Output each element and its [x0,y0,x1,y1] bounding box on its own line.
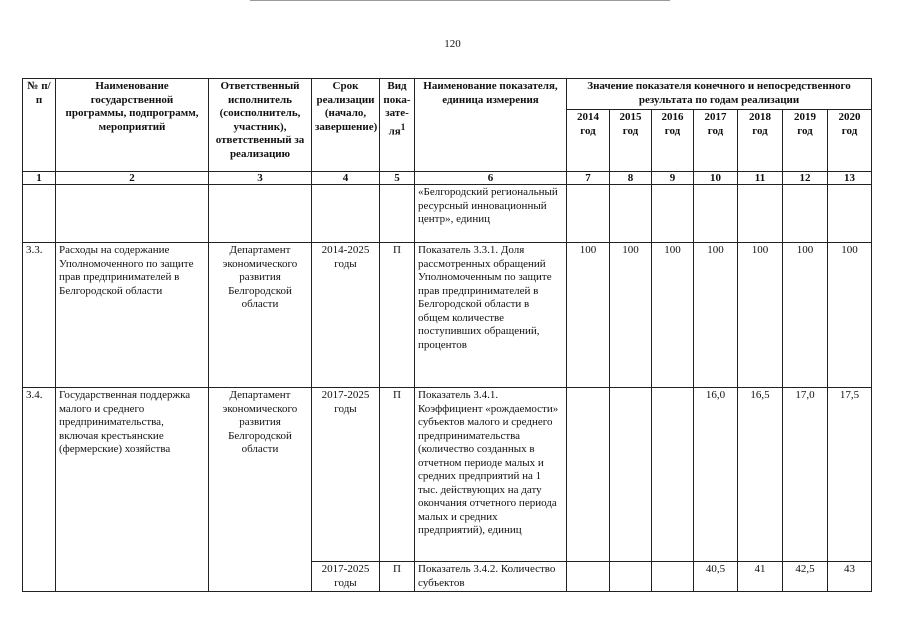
header-year: 2019 год [783,110,828,172]
row-period: 2017-2025 годы [312,562,380,592]
row-value: 16,0 [694,388,738,562]
column-number: 2 [56,172,209,185]
row-number: 3.3. [23,243,56,388]
row-indicator: Показатель 3.3.1. Доля рассмотренных обращений Уполномоченным по защите прав предпринимателей в Белгородской области в общем количестве поступивших обращений, процентов [415,243,567,388]
row-kind [380,185,415,243]
row-name: Расходы на содержание Уполномоченного по защите прав предпринимателей в Белгородской области [56,243,209,388]
header-values-group: Значение показателя конечного и непосредственного результата по годам реализации [567,79,872,110]
row-value: 43 [828,562,872,592]
header-year: 2017 год [694,110,738,172]
row-name: Государственная поддержка малого и среднего предпринимательства, включая крестьянские (фермерские) хозяйства [56,388,209,592]
column-number: 8 [610,172,652,185]
column-number: 11 [738,172,783,185]
table-row [23,388,872,562]
header-kind-footnote: 1 [400,121,406,132]
row-value [610,562,652,592]
column-number: 6 [415,172,567,185]
page-number: 120 [444,38,461,50]
header-period: Срок реализации (начало, завершение) [312,79,380,172]
row-executor [209,185,312,243]
row-name [56,185,209,243]
header-row-1 [23,79,872,110]
row-value: 100 [694,243,738,388]
table-row [23,243,872,388]
row-value [828,185,872,243]
row-value [738,185,783,243]
column-numbers-row [23,172,872,185]
header-executor: Ответственный исполнитель (соисполнитель, участник), ответственный за реализацию [209,79,312,172]
row-value: 100 [783,243,828,388]
row-period: 2014-2025 годы [312,243,380,388]
row-indicator: Показатель 3.4.2. Количество субъектов [415,562,567,592]
row-period [312,185,380,243]
column-number: 4 [312,172,380,185]
row-value: 100 [828,243,872,388]
row-value [610,388,652,562]
header-indicator: Наименование показателя, единица измерения [415,79,567,172]
row-number [23,185,56,243]
row-indicator: «Белгородский региональный ресурсный инновационный центр», единиц [415,185,567,243]
header-year: 2018 год [738,110,783,172]
row-value [652,388,694,562]
table-row [23,185,872,243]
column-number: 12 [783,172,828,185]
row-value [567,185,610,243]
column-number: 9 [652,172,694,185]
row-value: 100 [567,243,610,388]
column-number: 10 [694,172,738,185]
row-value: 100 [652,243,694,388]
row-value [652,185,694,243]
row-indicator: Показатель 3.4.1. Коэффициент «рождаемости» субъектов малого и среднего предпринимательства (количество созданных в отчетном периоде малых и средних предприятий на 1 тыс. действующих на дату окончания отчетного периода малых и средних предприятий), единиц [415,388,567,562]
row-number: 3.4. [23,388,56,592]
row-value: 41 [738,562,783,592]
top-border-line [250,0,670,1]
column-number: 1 [23,172,56,185]
row-value [694,185,738,243]
row-kind: П [380,388,415,562]
row-value [783,185,828,243]
header-year: 2016 год [652,110,694,172]
column-number: 5 [380,172,415,185]
header-kind [380,79,415,172]
row-value: 17,0 [783,388,828,562]
row-period: 2017-2025 годы [312,388,380,562]
row-kind: П [380,243,415,388]
indicators-table [22,78,872,592]
row-kind: П [380,562,415,592]
row-value: 100 [738,243,783,388]
header-year: 2020 год [828,110,872,172]
row-value: 16,5 [738,388,783,562]
row-value [567,562,610,592]
header-no: № п/п [23,79,56,172]
header-name: Наименование государственной программы, подпрограмм, мероприятий [56,79,209,172]
row-value: 100 [610,243,652,388]
row-value: 42,5 [783,562,828,592]
header-kind-text: Вид пока-зате-ля [383,80,411,138]
column-number: 7 [567,172,610,185]
header-year: 2015 год [610,110,652,172]
row-value [567,388,610,562]
row-value [610,185,652,243]
column-number: 3 [209,172,312,185]
row-value: 40,5 [694,562,738,592]
column-number: 13 [828,172,872,185]
header-year: 2014 год [567,110,610,172]
row-executor: Департамент экономического развития Белгородской области [209,243,312,388]
row-value: 17,5 [828,388,872,562]
row-value [652,562,694,592]
row-executor: Департамент экономического развития Белгородской области [209,388,312,592]
